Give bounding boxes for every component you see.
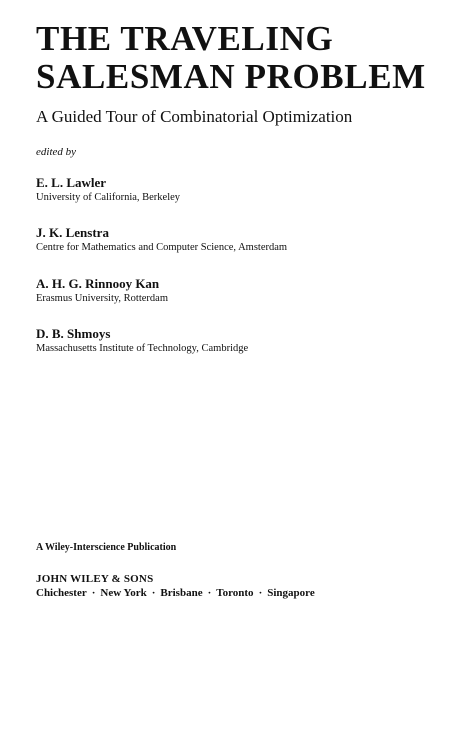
city: New York [100,587,147,599]
editor-name: D. B. Shmoys [36,326,111,341]
city: Singapore [267,587,315,599]
publisher-cities [36,586,315,600]
editor-entry [36,326,446,356]
editor-name: A. H. G. Rinnooy Kan [36,276,160,291]
city: Toronto [216,587,254,599]
book-subtitle: A Guided Tour of Combinatorial Optimization [36,107,353,126]
editor-entry [36,225,446,255]
city-separator: · [91,587,96,599]
book-title [36,20,446,96]
title-line-1: THE TRAVELING [36,19,334,58]
editor-entry [36,175,446,205]
editor-affiliation: Massachusetts Institute of Technology, Cambridge [36,343,249,354]
editor-affiliation: Centre for Mathematics and Computer Science, Amsterdam [36,242,288,253]
city-separator: · [258,587,263,599]
editor-entry [36,276,446,306]
editor-affiliation: Erasmus University, Rotterdam [36,293,169,304]
city: Brisbane [160,587,203,599]
editor-affiliation: University of California, Berkeley [36,192,181,203]
edited-by-label: edited by [36,146,77,158]
city-separator: · [207,587,212,599]
imprint-line: A Wiley-Interscience Publication [36,542,177,553]
city-separator: · [151,587,156,599]
editor-name: E. L. Lawler [36,175,107,190]
title-line-2: SALESMAN PROBLEM [36,57,426,96]
publisher-name: JOHN WILEY & SONS [36,573,154,585]
editor-name: J. K. Lenstra [36,225,109,240]
city: Chichester [36,587,87,599]
